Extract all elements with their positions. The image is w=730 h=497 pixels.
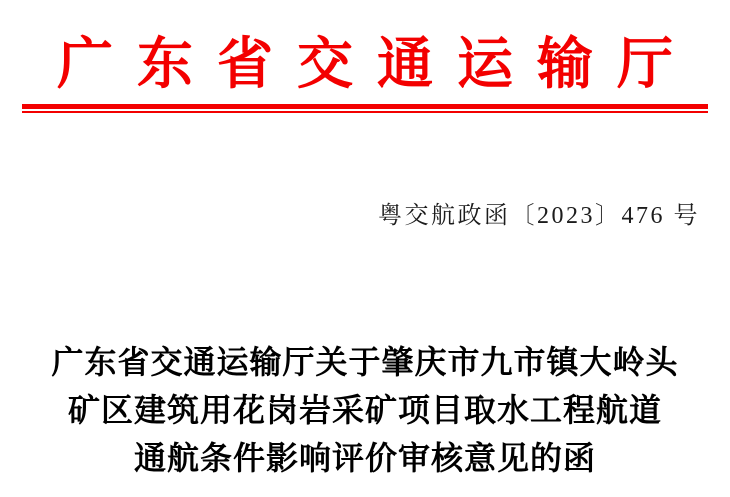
document-title xyxy=(0,338,730,482)
document-title-line-2: 矿区建筑用花岗岩采矿项目取水工程航道 xyxy=(67,392,662,428)
letterhead-agency-name: 广东省交通运输厅 xyxy=(57,34,697,96)
letterhead-red-divider xyxy=(22,104,708,113)
document-reference-number: 粤交航政函〔2023〕476 号 xyxy=(378,203,700,229)
document-title-line-1: 广东省交通运输厅关于肇庆市九市镇大岭头 xyxy=(51,344,679,380)
document-title-line-3: 通航条件影响评价审核意见的函 xyxy=(133,440,596,476)
